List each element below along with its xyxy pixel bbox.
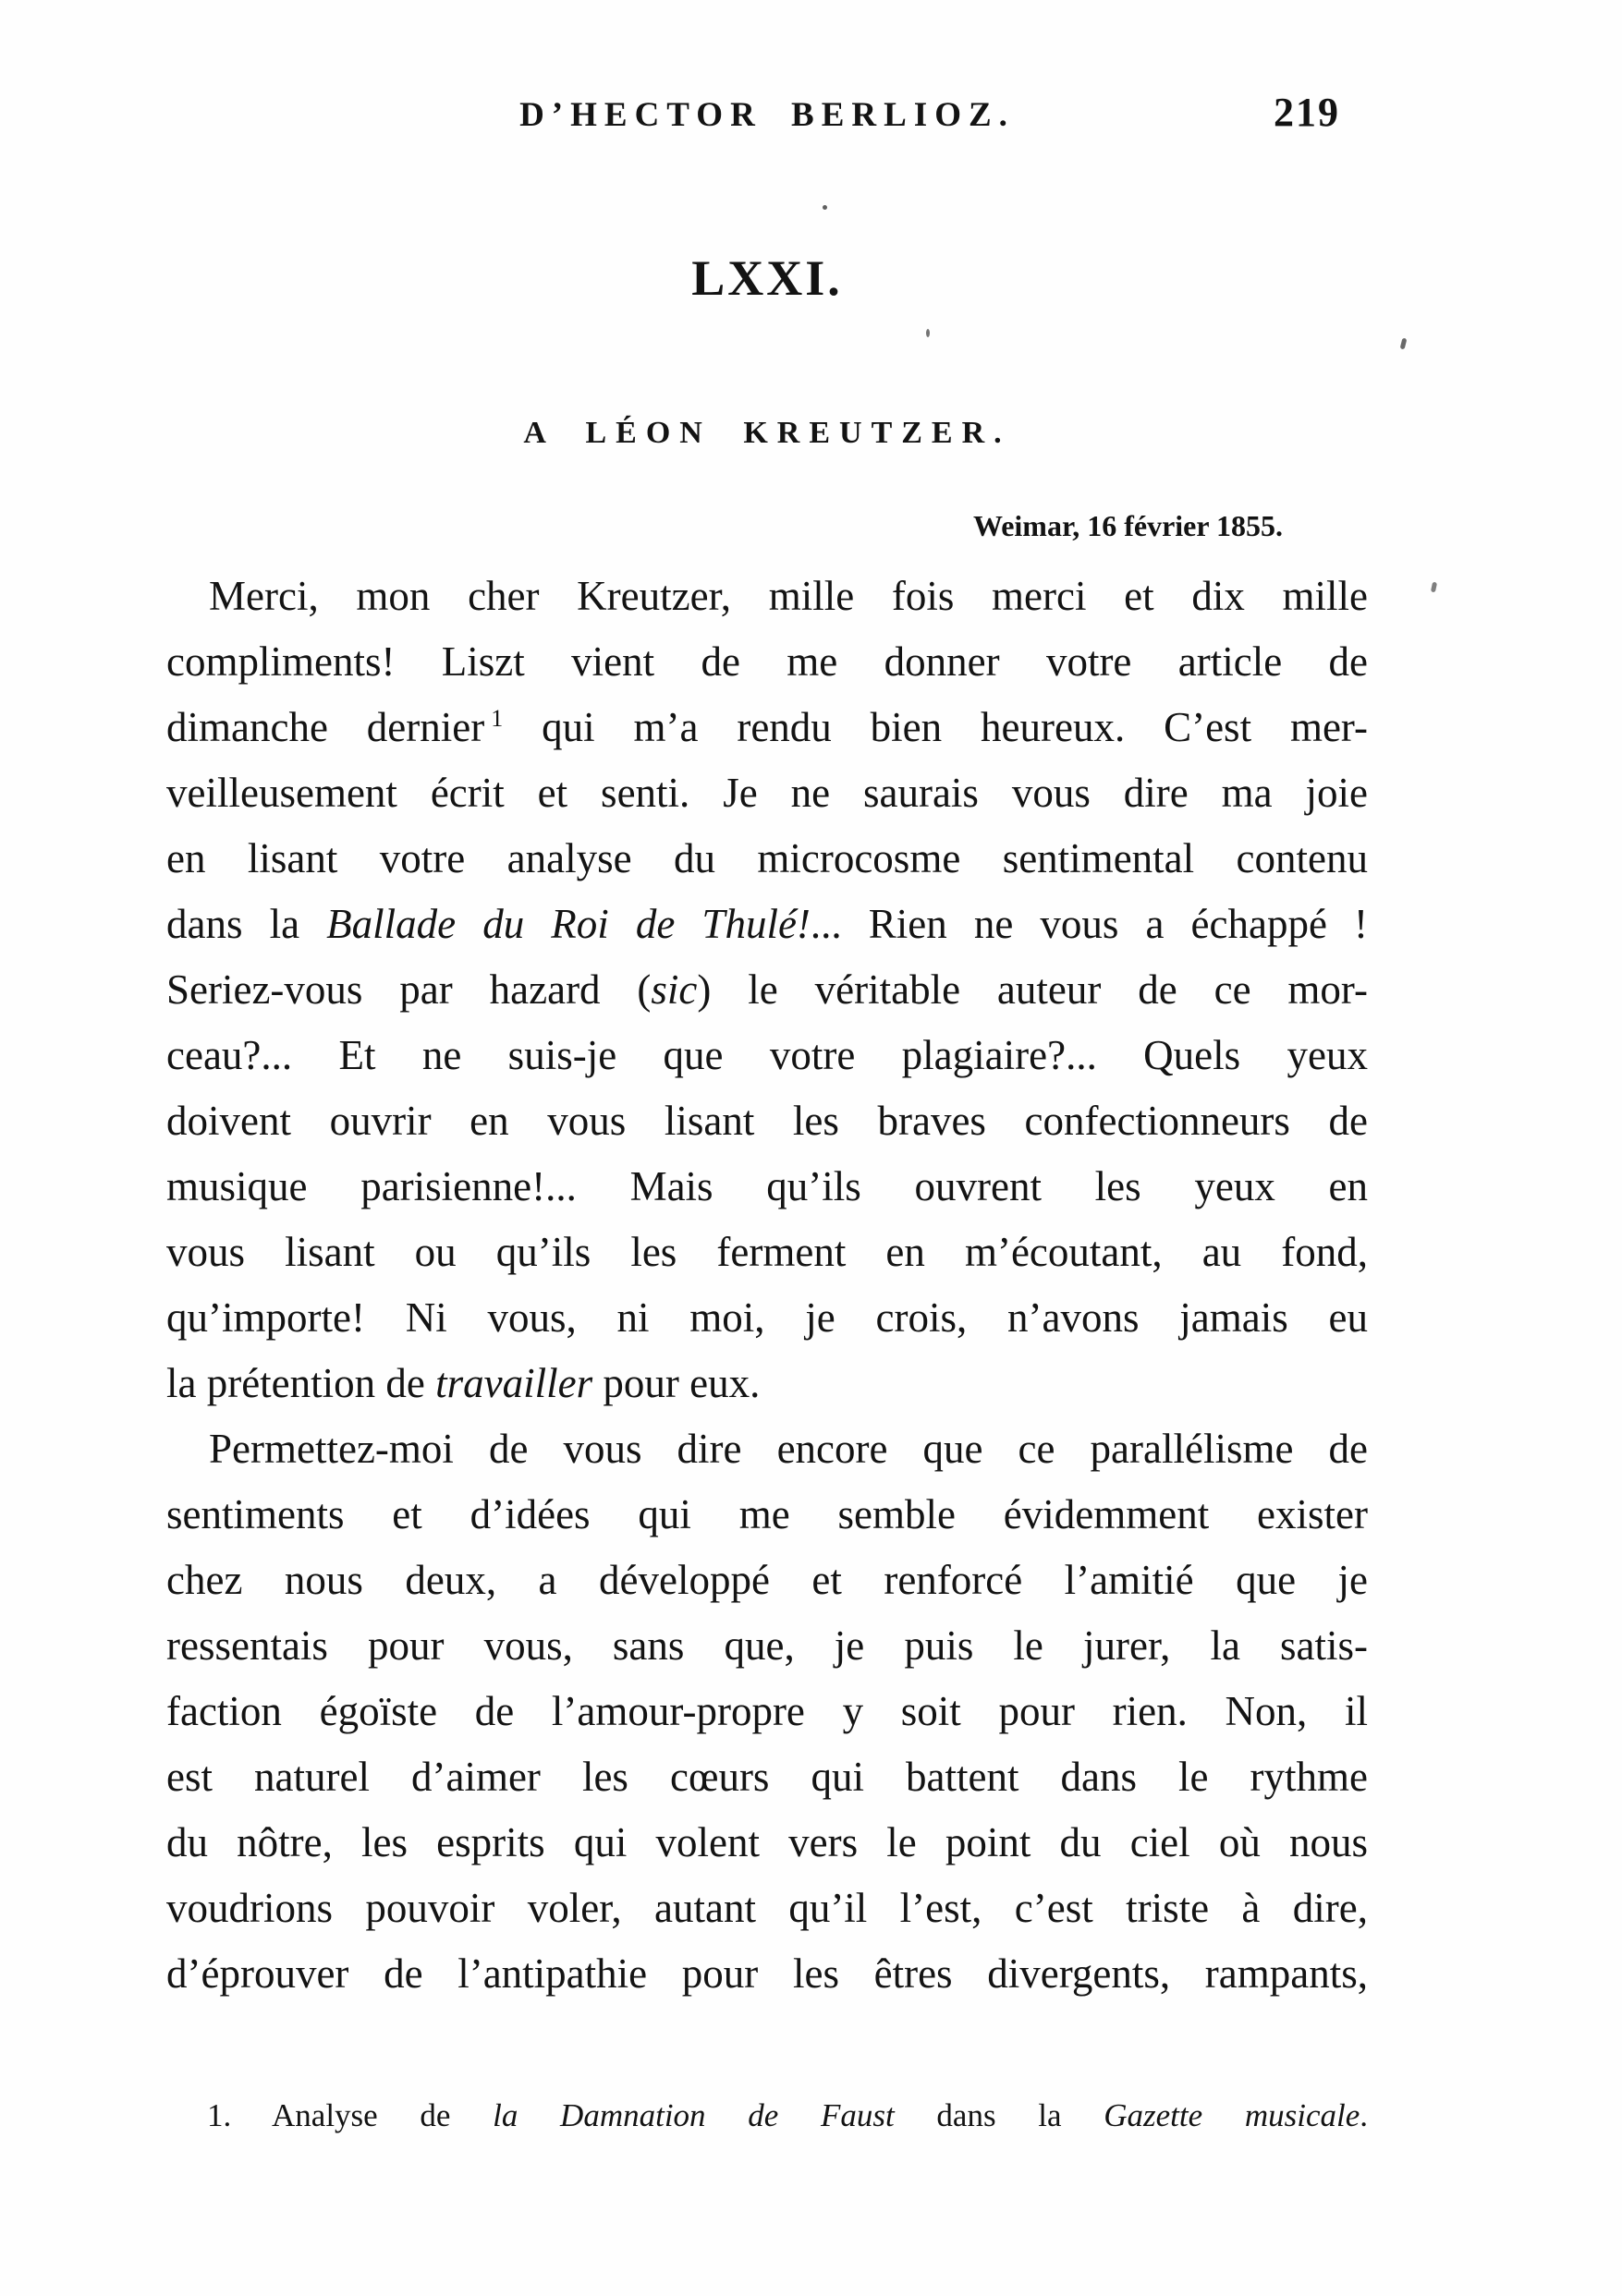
letter-line <box>166 760 1368 826</box>
footnote <box>166 2094 1368 2138</box>
letter-line <box>166 1416 1368 1482</box>
page-number: 219 <box>1274 90 1340 135</box>
letter-line <box>166 1023 1368 1088</box>
text-run: chez nous deux, a développé et renforcé l’amitié que je <box>166 1557 1368 1603</box>
letter-line <box>166 957 1368 1023</box>
text-run: ceau?... Et ne suis-je que votre plagiaire?... Quels yeux <box>166 1032 1368 1078</box>
letter-body <box>166 564 1368 2007</box>
text-run: du nôtre, les esprits qui volent vers le point du ciel où nous <box>166 1819 1368 1865</box>
letter-line <box>166 892 1368 957</box>
letter-line <box>166 629 1368 695</box>
letter-line <box>166 1613 1368 1679</box>
text-run: Merci, mon cher Kreutzer, mille fois merci et dix mille <box>209 573 1368 619</box>
letter-line <box>166 1744 1368 1810</box>
scan-speck <box>1400 338 1408 350</box>
text-run: d’éprouver de l’antipathie pour les êtres divergents, rampants, <box>166 1950 1368 1997</box>
scan-speck <box>1431 582 1437 593</box>
text-run: voudrions pouvoir voler, autant qu’il l’est, c’est triste à dire, <box>166 1885 1368 1931</box>
letter-line <box>166 1351 1368 1416</box>
salutation: A LÉON KREUTZER. <box>523 416 1011 450</box>
text-run: qu’importe! Ni vous, ni moi, je crois, n’avons jamais eu <box>166 1294 1368 1341</box>
scan-speck <box>926 329 930 337</box>
text-run: ressentais pour vous, sans que, je puis le jurer, la satis- <box>166 1622 1368 1669</box>
text-run: dans la <box>166 901 327 947</box>
footnote-reference: 1 <box>491 705 504 732</box>
text-run: vous lisant ou qu’ils les ferment en m’écoutant, au fond, <box>166 1229 1368 1275</box>
letter-line <box>166 1679 1368 1744</box>
letter-line <box>166 1482 1368 1548</box>
italic-text: Ballade du Roi de Thulé! <box>326 901 811 947</box>
text-run: veilleusement écrit et senti. Je ne saurais vous dire ma joie <box>166 770 1368 816</box>
letter-line <box>166 695 1368 760</box>
scan-speck <box>823 205 827 210</box>
letter-line <box>166 1220 1368 1285</box>
text-run: qui m’a rendu bien heureux. C’est mer- <box>503 704 1368 750</box>
text-run: sentiments et d’idées qui me semble évidemment exister <box>166 1491 1368 1537</box>
text-run: Permettez-moi de vous dire encore que ce parallélisme de <box>209 1426 1368 1472</box>
letter-line <box>166 1285 1368 1351</box>
text-run: en lisant votre analyse du microcosme sentimental contenu <box>166 835 1368 881</box>
text-run: Seriez-vous par hazard ( <box>166 966 652 1013</box>
section-number: LXXI. <box>691 250 843 306</box>
running-header-title: D’HECTOR BERLIOZ. <box>519 96 1015 134</box>
letter-line <box>166 1810 1368 1876</box>
dateline: Weimar, 16 février 1855. <box>972 509 1283 542</box>
letter-line <box>166 1154 1368 1220</box>
text-run: est naturel d’aimer les cœurs qui battent dans le rythme <box>166 1754 1368 1800</box>
text-run: faction égoïste de l’amour-propre y soit pour rien. Non, il <box>166 1688 1368 1734</box>
text-run: musique parisienne!... Mais qu’ils ouvrent les yeux en <box>166 1163 1368 1209</box>
text-run: 1. Analyse de <box>207 2097 494 2133</box>
letter-line <box>166 826 1368 892</box>
italic-text: sic <box>651 966 698 1013</box>
letter-line <box>166 1941 1368 2007</box>
italic-text: Gazette musicale <box>1104 2097 1360 2133</box>
text-run: dimanche dernier <box>166 704 485 750</box>
text-run: doivent ouvrir en vous lisant les braves confectionneurs de <box>166 1098 1368 1144</box>
italic-text: la Damnation de Faust <box>493 2097 895 2133</box>
letter-line <box>166 1876 1368 1941</box>
text-run: dans la <box>894 2097 1104 2133</box>
text-run: la prétention de <box>166 1360 436 1406</box>
letter-line <box>166 1548 1368 1613</box>
text-run: ... Rien ne vous a échappé ! <box>810 901 1368 947</box>
letter-line <box>166 1088 1368 1154</box>
text-run: pour eux. <box>592 1360 761 1406</box>
text-run: ) le véritable auteur de ce mor- <box>697 966 1368 1013</box>
text-run: . <box>1360 2097 1369 2133</box>
running-header <box>166 95 1368 135</box>
text-run: compliments! Liszt vient de me donner votre article de <box>166 638 1368 685</box>
italic-text: travailler <box>435 1360 593 1406</box>
letter-line <box>166 564 1368 629</box>
